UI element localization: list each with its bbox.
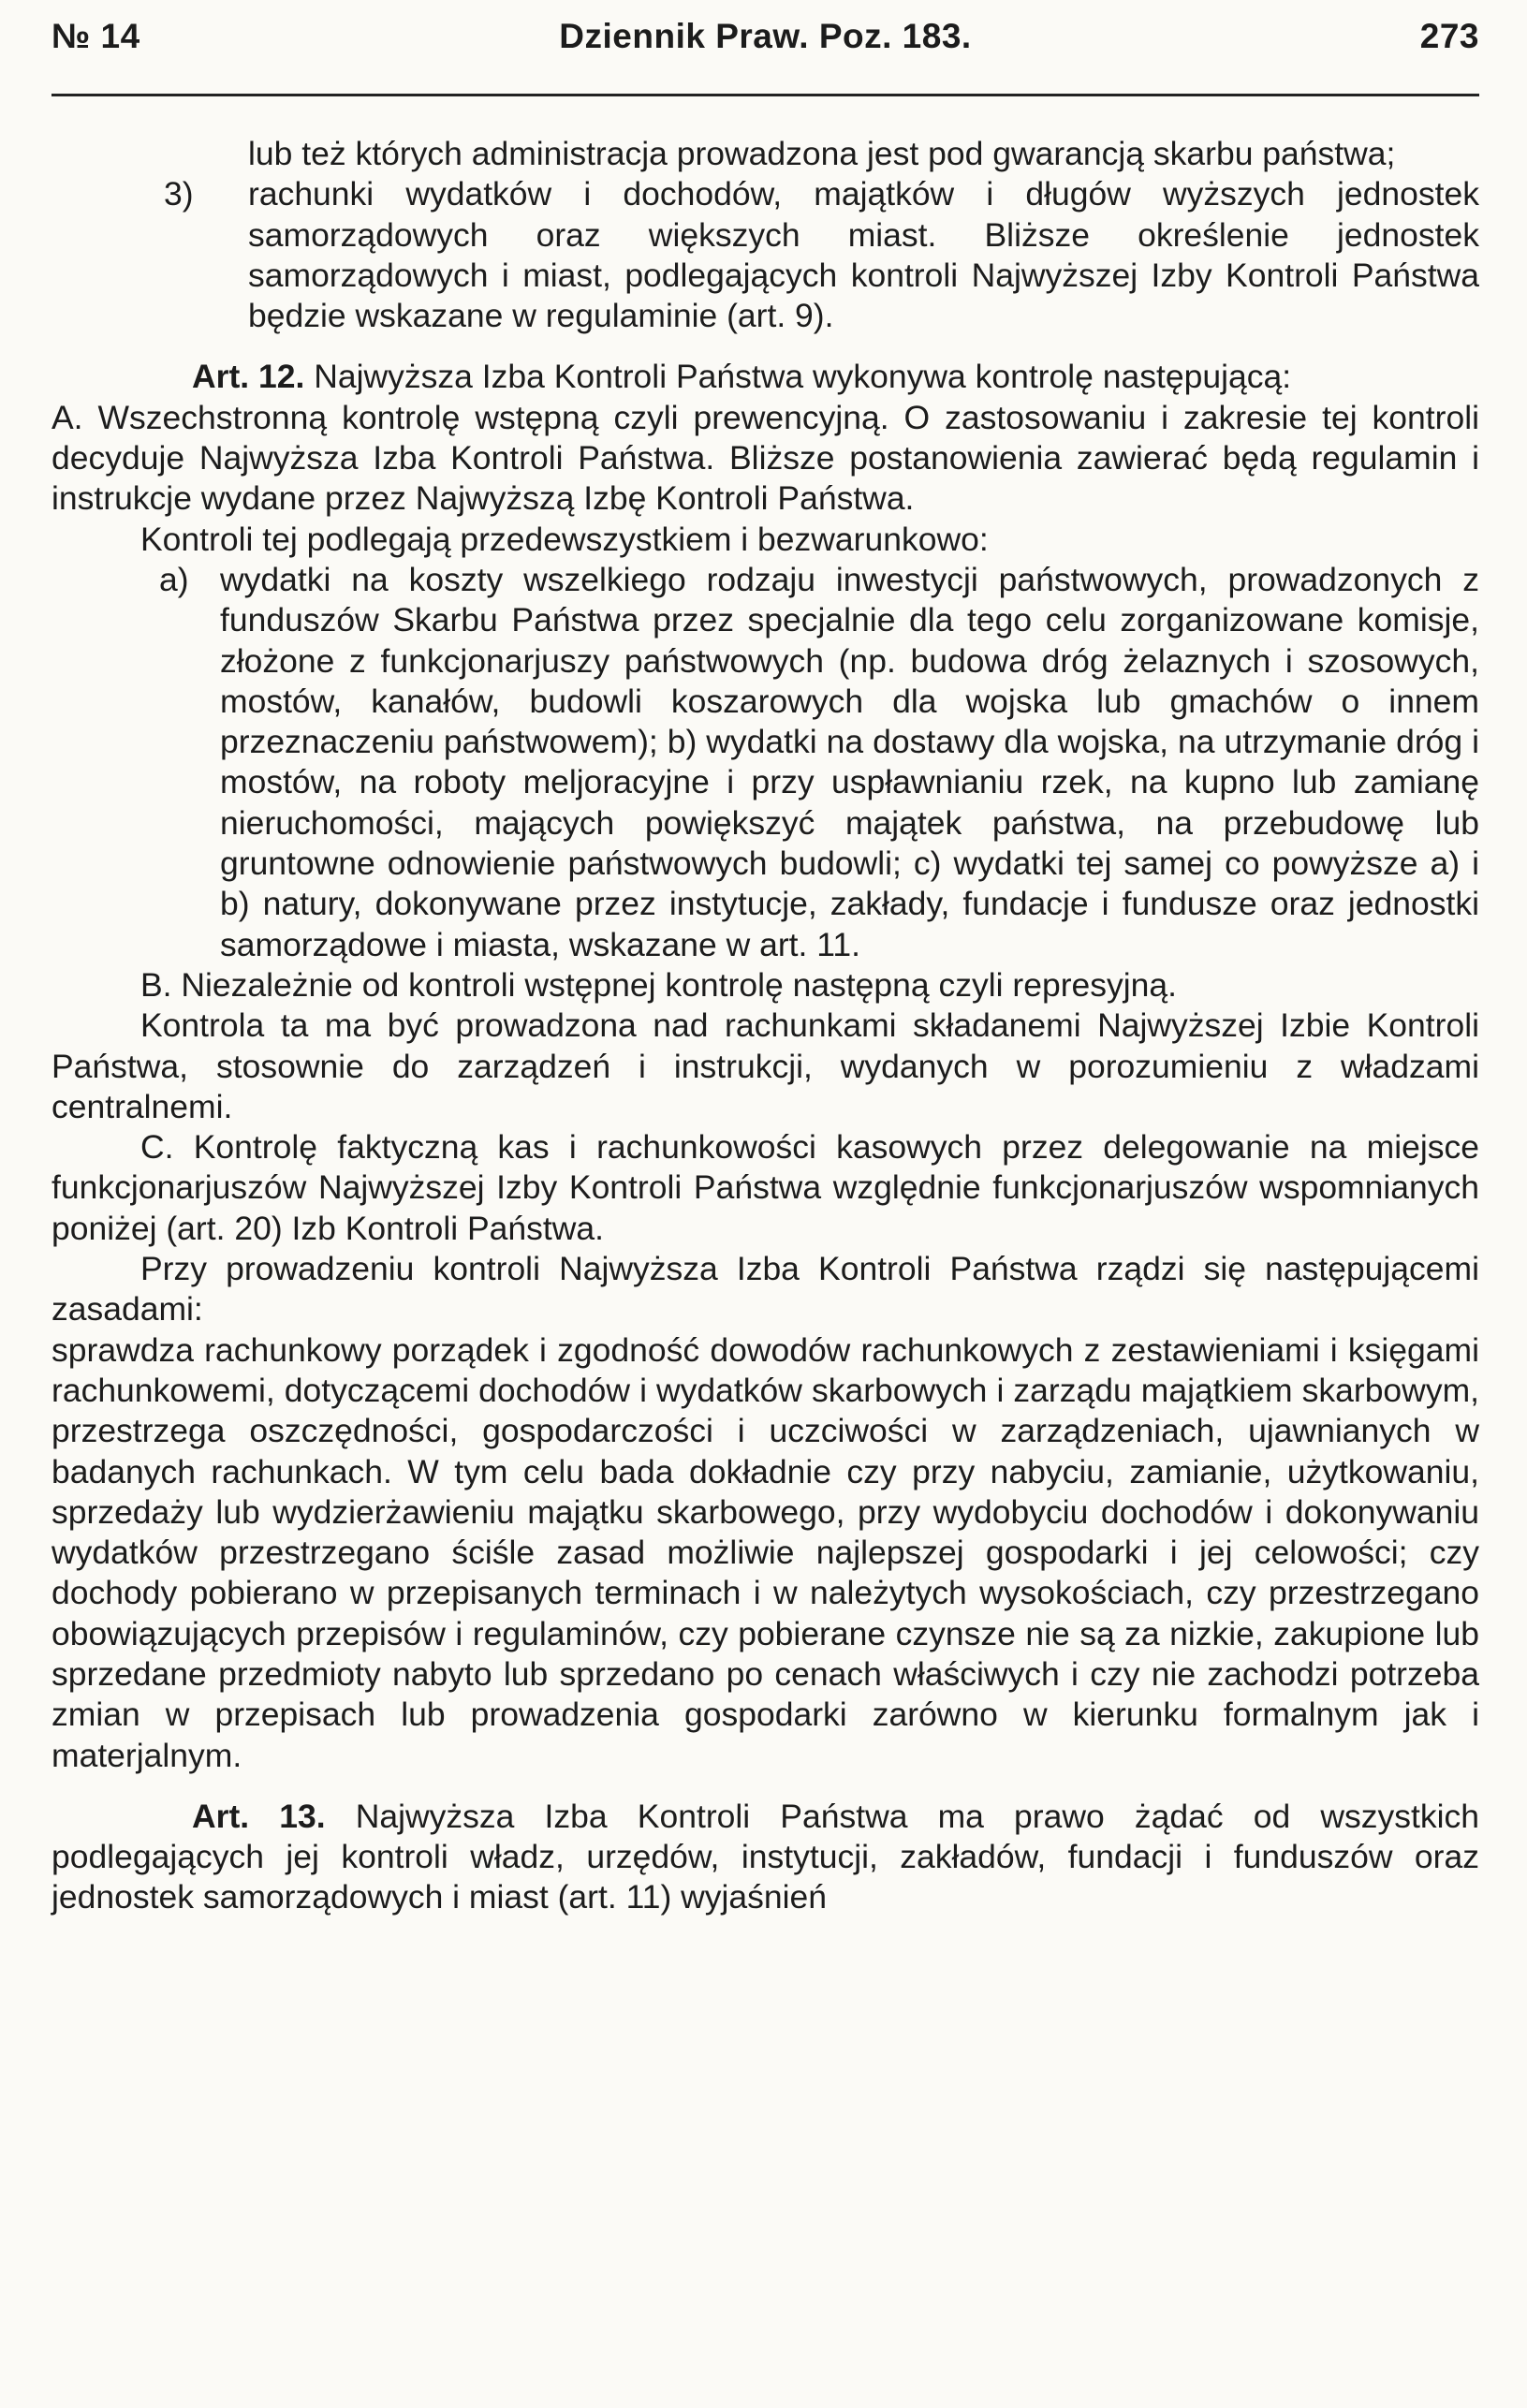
page-header	[51, 0, 1479, 86]
continued-paragraph: lub też których administracja prowadzona jest pod gwarancją skarbu państwa;	[248, 135, 1396, 172]
list-marker: a)	[159, 560, 189, 598]
journal-title: Dziennik Praw. Poz. 183.	[559, 17, 972, 55]
page-number: 273	[1419, 17, 1479, 55]
article-text: Najwyższa Izba Kontroli Państwa ma prawo żądać od wszystkich podlegających jej kontroli władz, urzędów, instytucji, zakładów, fundacji i funduszów oraz jednostek samorządowych i miast (art. 11) wyjaśnień	[51, 1797, 1479, 1916]
list-item-a	[51, 560, 1479, 965]
section-b-continuation: Kontrola ta ma być prowadzona nad rachunkami składanemi Najwyższej Izbie Kontroli Państwa, stosownie do zarządzeń i instrukcji, wydanych w porozumieniu z władzami centralnemi.	[51, 1006, 1479, 1125]
list-item-3	[51, 174, 1479, 336]
article-text: Najwyższa Izba Kontroli Państwa wykonywa kontrolę następującą:	[314, 358, 1292, 396]
section-a: A. Wszechstronną kontrolę wstępną czyli prewencyjną. O zastosowaniu i zakresie tej kontroli decyduje Najwyższa Izba Kontroli Państwa. Bliższe postanowienia zawierać będą regulamin i instrukcje wydane przez Najwyższą Izbę Kontroli Państwa.	[51, 398, 1479, 518]
article-label: Art. 12.	[192, 358, 305, 396]
article-12	[51, 357, 1479, 397]
list-item-text: wydatki na koszty wszelkiego rodzaju inwestycji państwowych, prowadzonych z funduszów Skarbu Państwa przez specjalnie dla tego celu zorganizowane komisje, złożone z funkcjonarjuszy państwowych (np. budowa dróg żelaznych i szosowych, mostów, kanałów, budowli koszarowych dla wojska lub gmachów o innem przeznaczeniu państwowem); b) wydatki na dostawy dla wojska, na utrzymanie dróg i mostów, na roboty meljoracyjne i przy uspławnianiu rzek, na kupno lub zamianę nieruchomości, mających powiększyć majątek państwa, na przebudowę lub gruntowne odnowienie państwowych budowli; c) wydatki tej samej co powyższe a) i b) natury, dokonywane przez instytucje, zakłady, fundacje i fundusze oraz jednostki samorządowe i miasta, wskazane w art. 11.	[220, 560, 1479, 963]
principles-intro: Przy prowadzeniu kontroli Najwyższa Izba Kontroli Państwa rządzi się następującemi zasadami:	[51, 1250, 1479, 1329]
header-rule	[51, 94, 1479, 96]
section-b: B. Niezależnie od kontroli wstępnej kontrolę następną czyli represyjną.	[140, 965, 1178, 1004]
document-body	[51, 134, 1479, 1918]
list-marker: 3)	[164, 175, 194, 213]
list-item-text: rachunki wydatków i dochodów, majątków i długów wyższych jednostek samorządowych oraz większych miast. Bliższe określenie jednostek samorządowych i miast, podlegających kontroli Najwyższej Izby Kontroli Państwa będzie wskazane w regulaminie (art. 9).	[248, 175, 1479, 335]
article-label: Art. 13.	[192, 1797, 326, 1835]
principles-text: sprawdza rachunkowy porządek i zgodność dowodów rachunkowych z zestawieniami i księgami rachunkowemi, dotyczącemi dochodów i wydatków skarbowych i zarządu majątkiem skarbowym, przestrzega oszczędności, gospodarczości i uczciwości w zarządzeniach, ujawnianych w badanych rachunkach. W tym celu bada dokładnie czy przy nabyciu, zamianie, użytkowaniu, sprzedaży lub wydzierżawieniu majątku skarbowego, przy wydobyciu dochodów i dokonywaniu wydatków przestrzegano ściśle zasad możliwie najlepszej gospodarki i jej celowości; czy dochody pobierano w przepisanych terminach i w należytych wysokościach, czy przestrzegano obowiązujących przepisów i regulaminów, czy pobierane czynsze nie są za nizkie, zakupione lub sprzedane przedmioty nabyto lub sprzedano po cenach właściwych i czy nie zachodzi potrzeba zmian w przepisach lub prowadzenia gospodarki zarówno w kierunku formalnym jak i materjalnym.	[51, 1330, 1479, 1774]
issue-number: № 14	[51, 17, 140, 55]
section-a-intro: Kontroli tej podlegają przedewszystkiem i bezwarunkowo:	[140, 520, 989, 558]
document-page	[51, 0, 1479, 2408]
article-13	[51, 1797, 1479, 1918]
section-c: C. Kontrolę faktyczną kas i rachunkowości kasowych przez delegowanie na miejsce funkcjonarjuszów Najwyższej Izby Kontroli Państwa względnie funkcjonarjuszów wspomnianych poniżej (art. 20) Izb Kontroli Państwa.	[51, 1128, 1479, 1247]
